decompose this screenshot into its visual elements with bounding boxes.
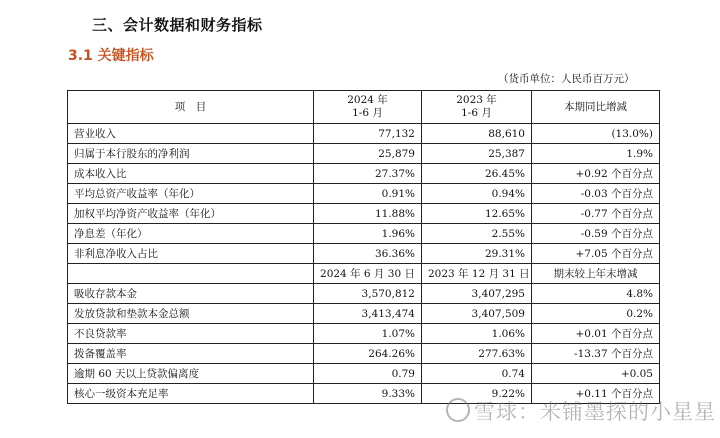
row-label: 发放贷款和垫款本金总额 xyxy=(68,304,314,324)
value-change: -13.37 个百分点 xyxy=(532,344,660,364)
row-label: 成本收入比 xyxy=(68,164,314,184)
value-change: (13.0%) xyxy=(532,124,660,144)
row-label: 核心一级资本充足率 xyxy=(68,384,314,404)
value-2024: 11.88% xyxy=(314,204,422,224)
value-2023: 0.74 xyxy=(422,364,532,384)
header-2023-period: 1-6 月 xyxy=(461,107,492,119)
value-2024: 0.91% xyxy=(314,184,422,204)
table-row xyxy=(68,324,660,344)
value-change: +0.11 个百分点 xyxy=(532,384,660,404)
section-title: 三、会计数据和财务指标 xyxy=(92,16,263,34)
subsection-title: 3.1 关键指标 xyxy=(68,48,154,64)
watermark-text: 雪球：米铺墨探的小星星 xyxy=(474,400,716,424)
value-2023: 12.65% xyxy=(422,204,532,224)
table-row xyxy=(68,344,660,364)
value-change: +0.01 个百分点 xyxy=(532,324,660,344)
value-2023: 29.31% xyxy=(422,244,532,264)
header-2024-h1 xyxy=(314,91,422,124)
value-2023: 3,407,295 xyxy=(422,284,532,304)
row-label: 加权平均净资产收益率（年化） xyxy=(68,204,314,224)
header-2023-h1 xyxy=(422,91,532,124)
row-label: 归属于本行股东的净利润 xyxy=(68,144,314,164)
table-row xyxy=(68,304,660,324)
value-2024: 3,413,474 xyxy=(314,304,422,324)
value-2023: 9.22% xyxy=(422,384,532,404)
row-label: 逾期 60 天以上贷款偏离度 xyxy=(68,364,314,384)
value-2023: 2.55% xyxy=(422,224,532,244)
value-change: 4.8% xyxy=(532,284,660,304)
header-2024-period: 1-6 月 xyxy=(352,107,383,119)
value-change: +7.05 个百分点 xyxy=(532,244,660,264)
table-row xyxy=(68,244,660,264)
row-label: 非利息净收入占比 xyxy=(68,244,314,264)
value-2024: 77,132 xyxy=(314,124,422,144)
header-2023-year: 2023 年 xyxy=(456,94,497,106)
table-row xyxy=(68,184,660,204)
row-label: 平均总资产收益率（年化） xyxy=(68,184,314,204)
value-2023: 3,407,509 xyxy=(422,304,532,324)
table-row xyxy=(68,144,660,164)
value-2023: 25,387 xyxy=(422,144,532,164)
row-label: 拨备覆盖率 xyxy=(68,344,314,364)
header-2024-year: 2024 年 xyxy=(347,94,388,106)
table-row xyxy=(68,124,660,144)
value-change: -0.59 个百分点 xyxy=(532,224,660,244)
row-label: 营业收入 xyxy=(68,124,314,144)
row-label: 不良贷款率 xyxy=(68,324,314,344)
value-2024: 264.26% xyxy=(314,344,422,364)
table-row xyxy=(68,164,660,184)
header-2024-jun30: 2024 年 6 月 30 日 xyxy=(314,264,422,284)
header-item: 项 目 xyxy=(68,91,314,124)
currency-unit-note: （货币单位：人民币百万元） xyxy=(498,73,635,85)
value-2023: 277.63% xyxy=(422,344,532,364)
watermark xyxy=(446,396,716,426)
value-2023: 0.94% xyxy=(422,184,532,204)
value-2024: 0.79 xyxy=(314,364,422,384)
subheader-empty xyxy=(68,264,314,284)
table-header-row xyxy=(68,91,660,124)
key-indicators-table xyxy=(67,90,660,404)
value-2024: 9.33% xyxy=(314,384,422,404)
value-2023: 26.45% xyxy=(422,164,532,184)
table-row xyxy=(68,284,660,304)
value-2024: 36.36% xyxy=(314,244,422,264)
snowball-logo-icon xyxy=(446,398,470,422)
value-2023: 1.06% xyxy=(422,324,532,344)
value-change: -0.77 个百分点 xyxy=(532,204,660,224)
table-row xyxy=(68,224,660,244)
value-2024: 1.07% xyxy=(314,324,422,344)
row-label: 净息差（年化） xyxy=(68,224,314,244)
value-2024: 25,879 xyxy=(314,144,422,164)
value-change: +0.92 个百分点 xyxy=(532,164,660,184)
header-period-end-change: 期末较上年末增减 xyxy=(532,264,660,284)
value-2024: 3,570,812 xyxy=(314,284,422,304)
table-row xyxy=(68,204,660,224)
value-change: -0.03 个百分点 xyxy=(532,184,660,204)
header-2023-dec31: 2023 年 12 月 31 日 xyxy=(422,264,532,284)
header-yoy-change: 本期同比增减 xyxy=(532,91,660,124)
value-2024: 1.96% xyxy=(314,224,422,244)
table-row xyxy=(68,364,660,384)
value-change: +0.05 xyxy=(532,364,660,384)
table-subheader-row xyxy=(68,264,660,284)
value-2024: 27.37% xyxy=(314,164,422,184)
row-label: 吸收存款本金 xyxy=(68,284,314,304)
value-change: 0.2% xyxy=(532,304,660,324)
value-change: 1.9% xyxy=(532,144,660,164)
value-2023: 88,610 xyxy=(422,124,532,144)
